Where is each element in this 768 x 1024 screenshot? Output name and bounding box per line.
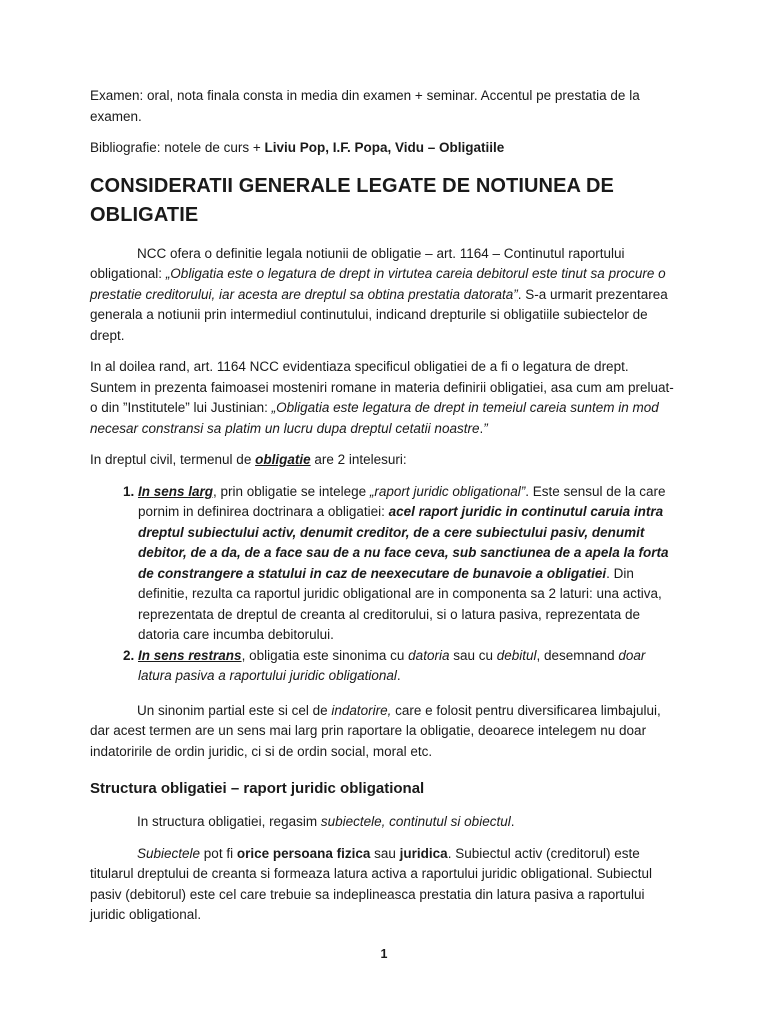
- ncc-definition-paragraph: [90, 244, 678, 347]
- text: . Este sensul de la care pornim in definirea doctrinara a obligatiei:: [138, 483, 666, 519]
- text: Un sinonim partial este si cel de: [137, 702, 332, 718]
- term-obligatie: obligatie: [255, 452, 311, 467]
- text: , desemnand: [536, 647, 619, 663]
- bold-text: orice persoana fizica: [236, 845, 371, 861]
- list-item-label: In sens restrans: [138, 647, 242, 663]
- roman-heritage-paragraph: [90, 357, 678, 439]
- text: In dreptul civil, termenul de: [90, 452, 256, 467]
- structure-subheading: Structura obligatiei – raport juridic obligational: [90, 780, 425, 797]
- quote-close: ”: [483, 420, 488, 436]
- subjects-paragraph: [90, 844, 678, 926]
- bibliography-prefix: Bibliografie: notele de curs +: [90, 140, 265, 155]
- text: sau cu: [449, 647, 497, 663]
- synonym-paragraph: [90, 701, 678, 763]
- list-item-label: In sens larg: [138, 483, 214, 499]
- page-number: 1: [380, 947, 388, 961]
- text: .: [396, 668, 401, 683]
- bibliography-authors: Liviu Pop, I.F. Popa, Vidu – Obligatiile: [264, 140, 505, 155]
- list-item: [138, 646, 678, 687]
- meanings-list: [90, 482, 678, 687]
- legal-quote: „Obligatia este o legatura de drept in virtutea careia debitorul este tinut sa procure o prestatie creditorului, iar acesta are dreptul sa obtina prestatia datorata”: [90, 266, 666, 302]
- text: .: [479, 420, 484, 436]
- text: . Din definitie, rezulta ca raportul juridic obligational are in componenta sa 2 laturi: una activa, reprezentata de dreptul de creanta al creditorului, si o latura pasiva, reprezentata de datoria care incumba debitorului.: [138, 565, 662, 642]
- text: NCC ofera o definitie legala notiunii de obligatie – art. 1164 – Continutul raportului obligational:: [90, 245, 625, 281]
- text: . Subiectul activ (creditorul) este titularul dreptului de creanta si formeaza latura activa a raportului juridic obligational. Subiectul pasiv (debitorul) este cel care trebuie sa indeplineasca prestatia din latura pasiva a raportului juridic obligational.: [90, 845, 653, 922]
- italic-text: subiectele, continutul si obiectul: [320, 814, 511, 829]
- italic-text: Subiectele: [137, 845, 201, 861]
- list-item: [138, 482, 678, 646]
- bibliography-paragraph: [90, 138, 678, 159]
- structure-paragraph: [90, 812, 678, 833]
- page-content: [90, 86, 678, 937]
- italic-text: indatorire,: [331, 702, 392, 718]
- bold-text: juridica: [399, 845, 448, 861]
- italic-text: doar latura pasiva a raportului juridic obligational: [138, 647, 646, 683]
- italic-text: „raport juridic obligational”: [369, 483, 526, 499]
- text: are 2 intelesuri:: [310, 452, 407, 467]
- text: In al doilea rand, art. 1164 NCC evidentiaza specificul obligatiei de a fi o legatura de drept. Suntem in prezenta faimoasei mosteniri romane in materia definirii obligatiei, asa cum am preluat-o din ”Institutele” lui Justinian:: [90, 359, 674, 415]
- text: care e folosit pentru diversificarea limbajului, dar acest termen are un sens mai larg prin raportare la obligatie, deoarece intelegem nu doar indatoririle de ordin juridic, ci si de ordin social, moral etc.: [90, 702, 661, 759]
- text: In structura obligatiei, regasim: [137, 814, 321, 829]
- italic-text: datoria: [408, 647, 450, 663]
- text: , prin obligatie se intelege: [213, 483, 370, 499]
- exam-paragraph: [90, 86, 678, 127]
- text: . S-a urmarit prezentarea generala a notiunii prin intermediul continutului, indicand drepturile si obligatiile subiectelor de drept.: [90, 286, 668, 343]
- italic-text: debitul: [496, 647, 537, 663]
- text: pot fi: [200, 845, 237, 861]
- text: .: [510, 814, 515, 829]
- meanings-intro-paragraph: [90, 450, 678, 471]
- text: , obligatia este sinonima cu: [241, 647, 409, 663]
- exam-text: Examen: oral, nota finala consta in media din examen + seminar. Accentul pe prestatia de la examen.: [90, 88, 640, 124]
- justinian-quote: „Obligatia este legatura de drept in temeiul careia suntem in mod necesar constransi sa platim un lucru dupa dreptul cetatii noastre: [90, 400, 659, 436]
- section-title: CONSIDERATII GENERALE LEGATE DE NOTIUNEA DE OBLIGATIE: [90, 174, 614, 226]
- doctrinal-definition: acel raport juridic in continutul caruia intra dreptul subiectului activ, denumit creditor, de a cere subiectului pasiv, denumit debitor, de a da, de a face sau de a nu face ceva, sub sanctiunea de a apela la forta de constrangere a statului in caz de neexecutare de bunavoie a obligatiei: [138, 504, 669, 581]
- text: sau: [370, 845, 400, 861]
